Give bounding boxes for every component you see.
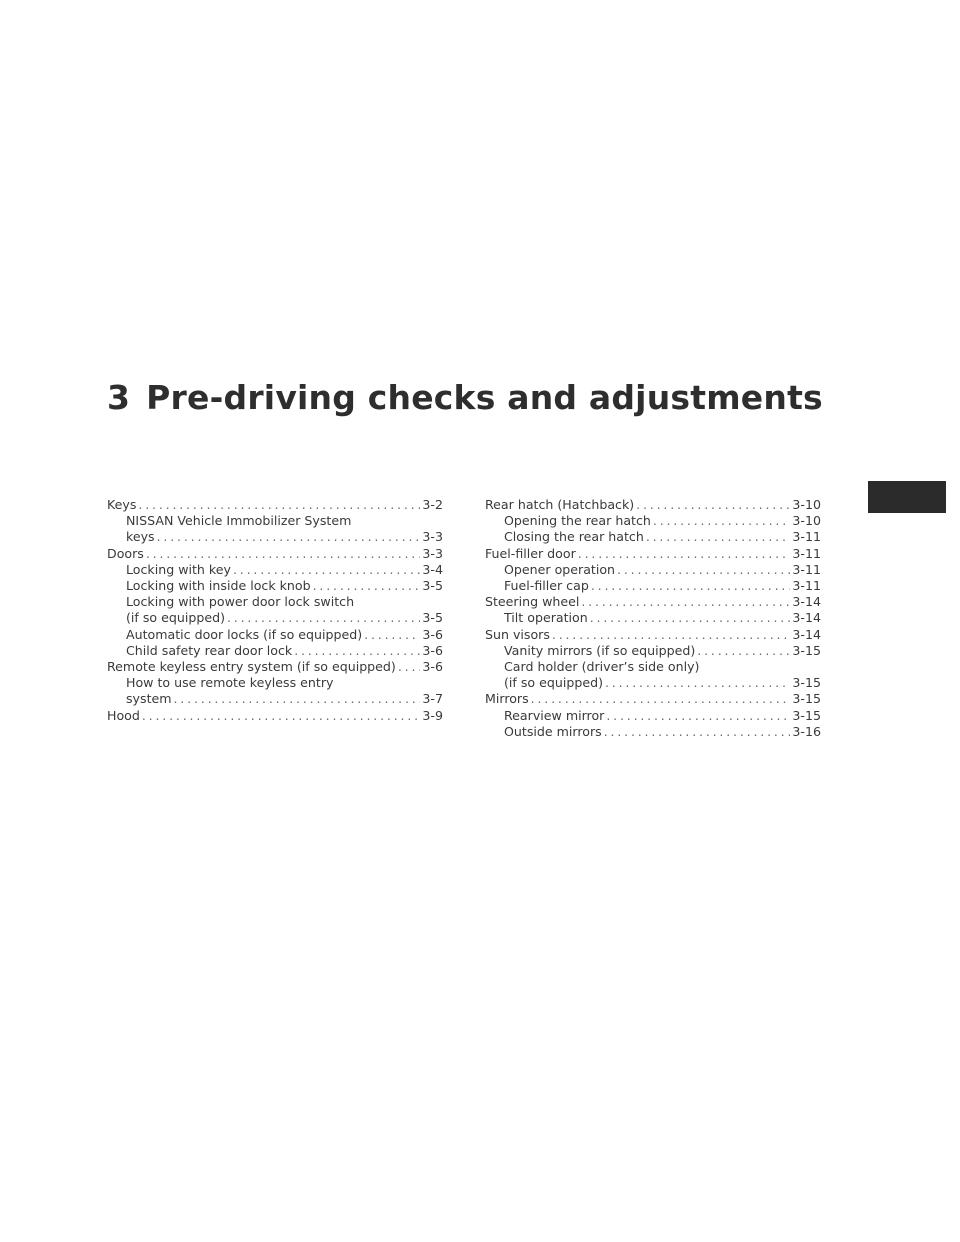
toc-page-number: 3-4 [422,561,443,577]
toc-page-number: 3-15 [792,691,821,707]
toc-entry-label: Locking with key [126,561,231,577]
toc-entry[interactable] [107,675,443,707]
toc-entry-row [504,578,821,594]
toc-leader-dots [142,708,421,724]
toc-entry[interactable] [485,691,821,707]
toc-leader-dots [636,497,790,513]
toc-entry[interactable] [107,513,443,545]
toc-entry-row [126,529,443,545]
toc-leader-dots [157,529,421,545]
toc-entry[interactable] [107,643,443,659]
toc-page-number: 3-5 [422,610,443,626]
toc-entry-row [504,610,821,626]
toc-leader-dots [697,643,790,659]
toc-entry[interactable] [485,546,821,562]
toc-leader-dots [604,724,791,740]
toc-entry[interactable] [485,562,821,578]
toc-entry-row [485,497,821,513]
toc-page-number: 3-7 [422,691,443,707]
toc-entry[interactable] [107,627,443,643]
toc-entry-row [126,691,443,707]
toc-page-number: 3-16 [792,723,821,739]
toc-entry-row [107,497,443,513]
toc-entry-row [126,578,443,594]
toc-page-number: 3-15 [792,675,821,691]
toc-entry-label: Opener operation [504,561,616,577]
toc-entry[interactable] [485,724,821,740]
toc-entry[interactable] [485,529,821,545]
toc-entry[interactable] [107,708,443,724]
chapter-title-text: Pre-driving checks and adjustments [146,378,823,418]
toc-entry-row [485,594,821,610]
toc-column-right [485,497,821,740]
toc-page-number: 3-5 [422,578,443,594]
toc-entry-row [504,529,821,545]
toc-entry[interactable] [107,578,443,594]
chapter-title [107,378,907,417]
toc-entry-row [485,627,821,643]
toc-page-number: 3-2 [422,497,443,512]
toc-page-number: 3-14 [792,594,821,610]
toc-page-number: 3-14 [792,610,821,626]
toc-page-number: 3-9 [422,707,443,723]
toc-leader-dots [138,497,420,513]
toc-entry-label-line1: Locking with power door lock switch [126,594,355,610]
toc-entry-label: (if so equipped) [504,675,603,691]
toc-entry-label: Fuel-filler door [485,545,576,561]
toc-entry[interactable] [485,578,821,594]
toc-page-number: 3-11 [792,529,821,545]
toc-entry-row [504,513,821,529]
toc-entry-label: system [126,691,172,707]
toc-entry[interactable] [485,659,821,691]
toc-entry-label: Closing the rear hatch [504,529,644,545]
toc-entry-label: Vanity mirrors (if so equipped) [504,642,696,658]
toc-leader-dots [646,529,791,545]
toc-entry-label: Tilt operation [504,610,588,626]
toc-entry[interactable] [107,659,443,675]
toc-leader-dots [578,546,791,562]
toc-entry-row [504,643,821,659]
toc-page-number: 3-15 [792,707,821,723]
toc-entry-label: Steering wheel [485,594,580,610]
toc-entry[interactable] [485,610,821,626]
toc-entry[interactable] [485,497,821,513]
toc-entry-label: Sun visors [485,626,550,642]
toc-entry[interactable] [107,562,443,578]
toc-entry-label: keys [126,529,155,545]
toc-page-number: 3-15 [792,642,821,658]
toc-entry-row [504,675,821,691]
toc-leader-dots [590,610,791,626]
toc-entry-row [126,627,443,643]
toc-entry-label-line1: Card holder (driver’s side only) [504,659,700,675]
toc-page-number: 3-11 [792,545,821,561]
toc-entry-label-line1: How to use remote keyless entry [126,675,334,691]
toc-page-number: 3-3 [422,545,443,561]
toc-entry-label: Hood [107,707,140,723]
toc-entry-label: Fuel-filler cap [504,578,589,594]
toc-leader-dots [591,578,791,594]
toc-entry-label: Child safety rear door lock [126,642,293,658]
toc-page-number: 3-10 [792,513,821,529]
toc-leader-dots [174,691,421,707]
toc-entry-label-line1: NISSAN Vehicle Immobilizer System [126,513,352,529]
toc-column-left [107,497,443,724]
toc-entry[interactable] [485,627,821,643]
toc-entry-row [485,546,821,562]
toc-entry-row [504,708,821,724]
toc-leader-dots [294,643,420,659]
toc-entry-label: Doors [107,545,144,561]
toc-leader-dots [364,627,420,643]
toc-leader-dots [313,578,421,594]
chapter-number: 3 [107,378,131,418]
toc-page-number: 3-6 [422,659,443,675]
toc-entry-label: (if so equipped) [126,610,225,626]
toc-entry-row [107,708,443,724]
toc-leader-dots [531,691,791,707]
toc-entry-label: Locking with inside lock knob [126,578,311,594]
toc-leader-dots [227,610,420,626]
toc-entry-label: Rear hatch (Hatchback) [485,497,635,512]
toc-entry-row [107,659,443,675]
toc-entry[interactable] [485,708,821,724]
toc-leader-dots [605,675,790,691]
toc-entry[interactable] [485,643,821,659]
toc-leader-dots [581,594,790,610]
toc-entry[interactable] [107,497,443,513]
toc-entry[interactable] [107,546,443,562]
toc-entry[interactable] [485,513,821,529]
toc-leader-dots [653,513,791,529]
toc-entry-label: Remote keyless entry system (if so equipped) [107,659,396,675]
toc-page-number: 3-11 [792,561,821,577]
toc-entry-label: Keys [107,497,137,512]
toc-entry-label: Mirrors [485,691,529,707]
toc-leader-dots [146,546,421,562]
toc-entry-row [126,562,443,578]
toc-entry[interactable] [107,594,443,626]
toc-entry-row [107,546,443,562]
toc-page-number: 3-10 [792,497,821,512]
toc-page-number: 3-6 [422,626,443,642]
chapter-thumb-tab [868,481,946,513]
toc-entry-label: Rearview mirror [504,707,605,723]
toc-entry-row [504,562,821,578]
toc-leader-dots [617,562,790,578]
toc-page-number: 3-3 [422,529,443,545]
toc-page-number: 3-6 [422,642,443,658]
toc-leader-dots [398,659,421,675]
toc-leader-dots [233,562,420,578]
toc-entry-row [126,610,443,626]
toc-entry-row [504,724,821,740]
toc-entry-label: Automatic door locks (if so equipped) [126,626,363,642]
toc-leader-dots [552,627,790,643]
toc-entry-row [126,643,443,659]
toc-leader-dots [606,708,790,724]
toc-entry-label: Opening the rear hatch [504,513,651,529]
toc-entry-label: Outside mirrors [504,723,602,739]
toc-entry[interactable] [485,594,821,610]
toc-page-number: 3-14 [792,626,821,642]
toc-entry-row [485,691,821,707]
toc-page-number: 3-11 [792,578,821,594]
